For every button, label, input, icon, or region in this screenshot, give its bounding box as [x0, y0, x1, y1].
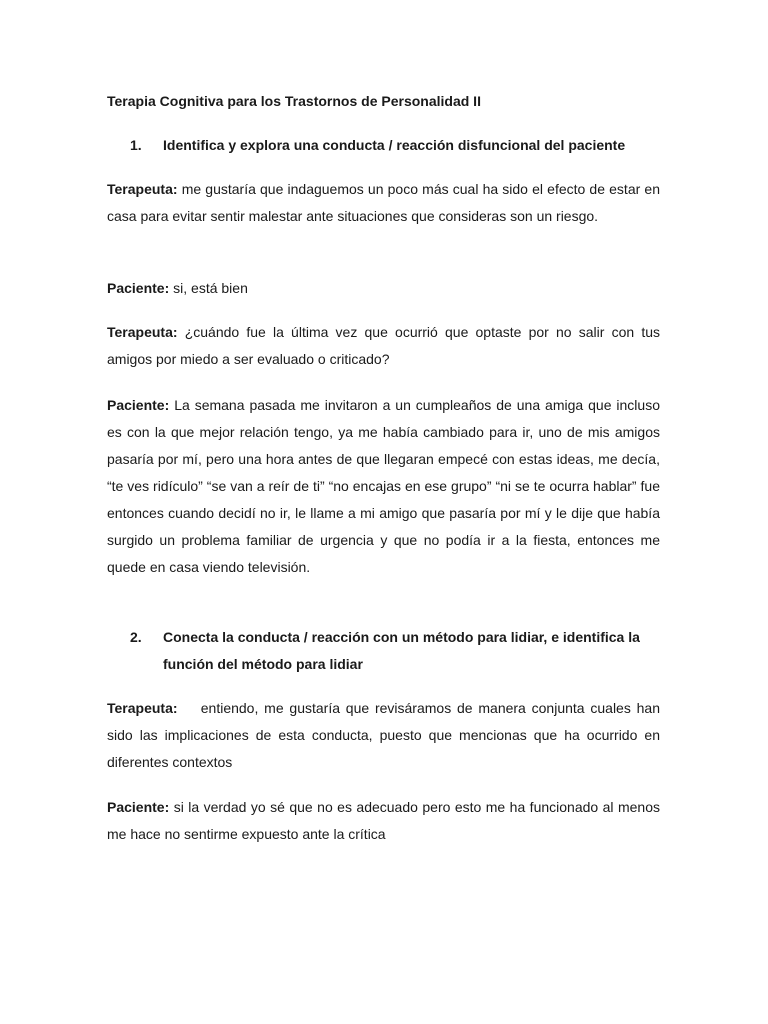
dialogue-paragraph	[107, 392, 660, 581]
dialogue-text: entiendo, me gustaría que revisáramos de manera conjunta cuales han sido las implicaciones de esta conducta, puesto que mencionas que ha ocurrido en diferentes contextos	[107, 700, 664, 770]
dialogue-text: ¿cuándo fue la última vez que ocurrió que optaste por no salir con tus amigos por miedo a ser evaluado o criticado?	[107, 324, 660, 367]
speaker-label: Paciente:	[107, 397, 170, 413]
section-heading-2	[107, 624, 660, 678]
dialogue-text: si la verdad yo sé que no es adecuado pero esto me ha funcionado al menos me hace no sentirme expuesto ante la crítica	[107, 799, 660, 842]
speaker-label: Paciente:	[107, 799, 170, 815]
dialogue-text: me gustaría que indaguemos un poco más cual ha sido el efecto de estar en casa para evitar sentir malestar ante situaciones que consideras son un riesgo.	[107, 181, 660, 224]
speaker-label: Paciente:	[107, 280, 170, 296]
dialogue-paragraph	[107, 794, 660, 848]
document-title: Terapia Cognitiva para los Trastornos de Personalidad II	[107, 93, 481, 109]
dialogue-paragraph	[107, 275, 660, 302]
section-heading-text-1: Identifica y explora una conducta / reacción disfuncional del paciente	[163, 137, 626, 153]
dialogue-paragraph	[107, 176, 660, 230]
dialogue-paragraph	[107, 319, 660, 373]
speaker-label: Terapeuta:	[107, 181, 178, 197]
section-number-2: 2.	[130, 629, 142, 645]
dialogue-text: La semana pasada me invitaron a un cumpleaños de una amiga que incluso es con la que mejor relación tengo, ya me había cambiado para ir, uno de mis amigos pasaría por mí, pero una hora antes de que llegaran empecé con estas ideas, me decía, “te ves ridículo” “se van a reír de ti” “no encajas en ese grupo” “ni se te ocurra hablar” fue entonces cuando decidí no ir, le llame a mi amigo que pasaría por mí y le dije que había surgido un problema familiar de urgencia y que no podía ir a la fiesta, entonces me quede en casa viendo televisión.	[107, 397, 660, 575]
dialogue-paragraph	[107, 695, 664, 776]
section-number-1: 1.	[130, 137, 142, 153]
speaker-label: Terapeuta:	[107, 324, 178, 340]
dialogue-text: si, está bien	[169, 280, 248, 296]
speaker-label: Terapeuta:	[107, 700, 178, 716]
section-heading-text-2: Conecta la conducta / reacción con un método para lidiar, e identifica la función del método para lidiar	[163, 629, 640, 672]
section-heading-1	[107, 132, 660, 159]
